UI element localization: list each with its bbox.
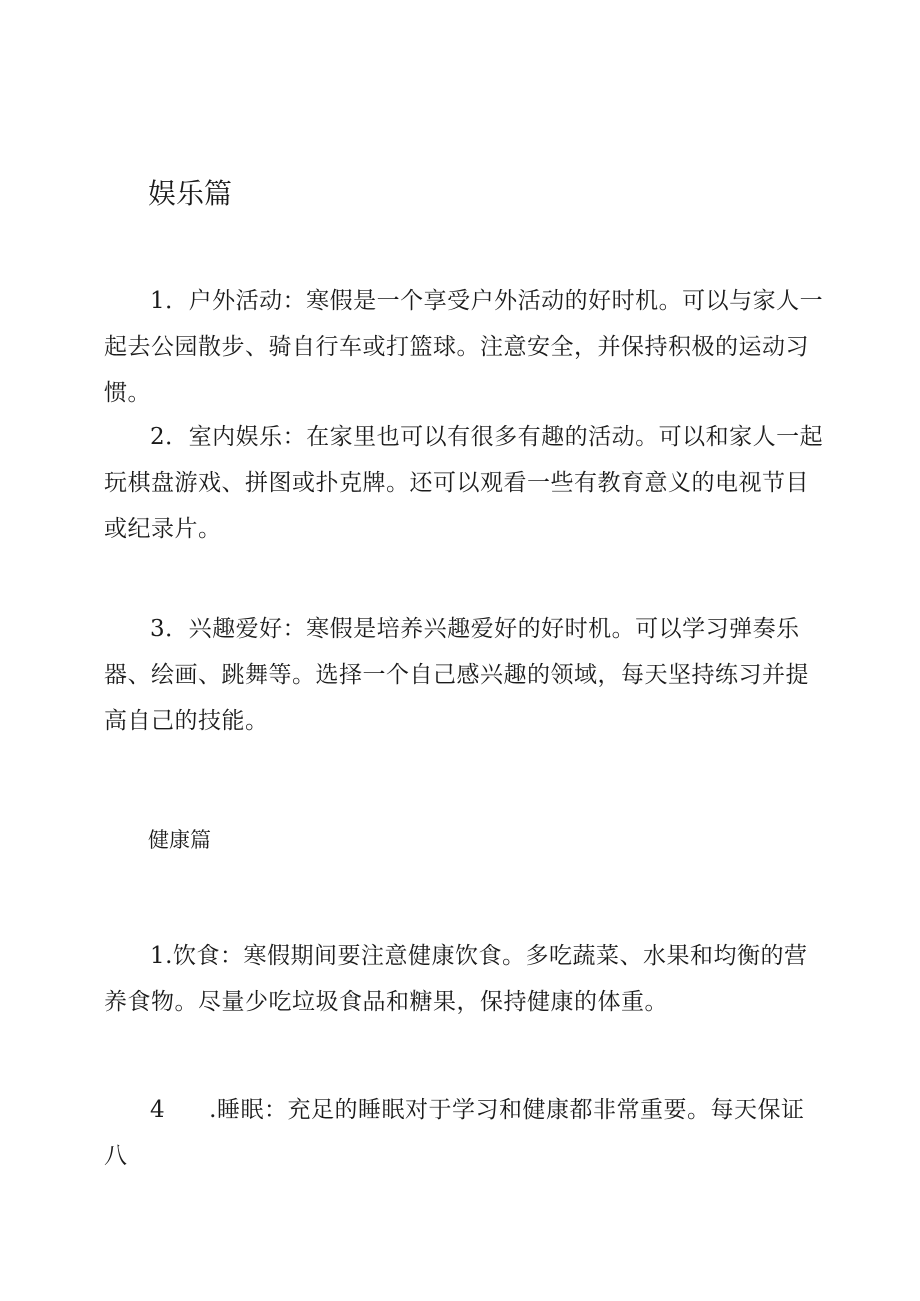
section-title-health: 健康篇 [148, 828, 211, 852]
paragraph-hobbies: 3．兴趣爱好：寒假是培养兴趣爱好的好时机。可以学习弹奏乐器、绘画、跳舞等。选择一个自己感兴趣的领域，每天坚持练习并提高自己的技能。 [104, 616, 809, 734]
paragraph-sleep-text: .睡眠：充足的睡眠对于学习和健康都非常重要。每天保证八 [104, 1097, 805, 1169]
section-title-entertainment: 娱乐篇 [148, 177, 233, 210]
paragraph-outdoor-activities: 1．户外活动：寒假是一个享受户外活动的好时机。可以与家人一起去公园散步、骑自行车或打篮球。注意安全，并保持积极的运动习惯。 [104, 288, 824, 406]
paragraph-sleep-number: 4 [150, 1097, 166, 1123]
paragraph-sleep [104, 1087, 824, 1179]
paragraph-diet: 1.饮食：寒假期间要注意健康饮食。多吃蔬菜、水果和均衡的营养食物。尽量少吃垃圾食品和糖果，保持健康的体重。 [104, 943, 808, 1015]
paragraph-indoor-entertainment: 2．室内娱乐：在家里也可以有很多有趣的活动。可以和家人一起玩棋盘游戏、拼图或扑克牌。还可以观看一些有教育意义的电视节目或纪录片。 [104, 424, 824, 542]
